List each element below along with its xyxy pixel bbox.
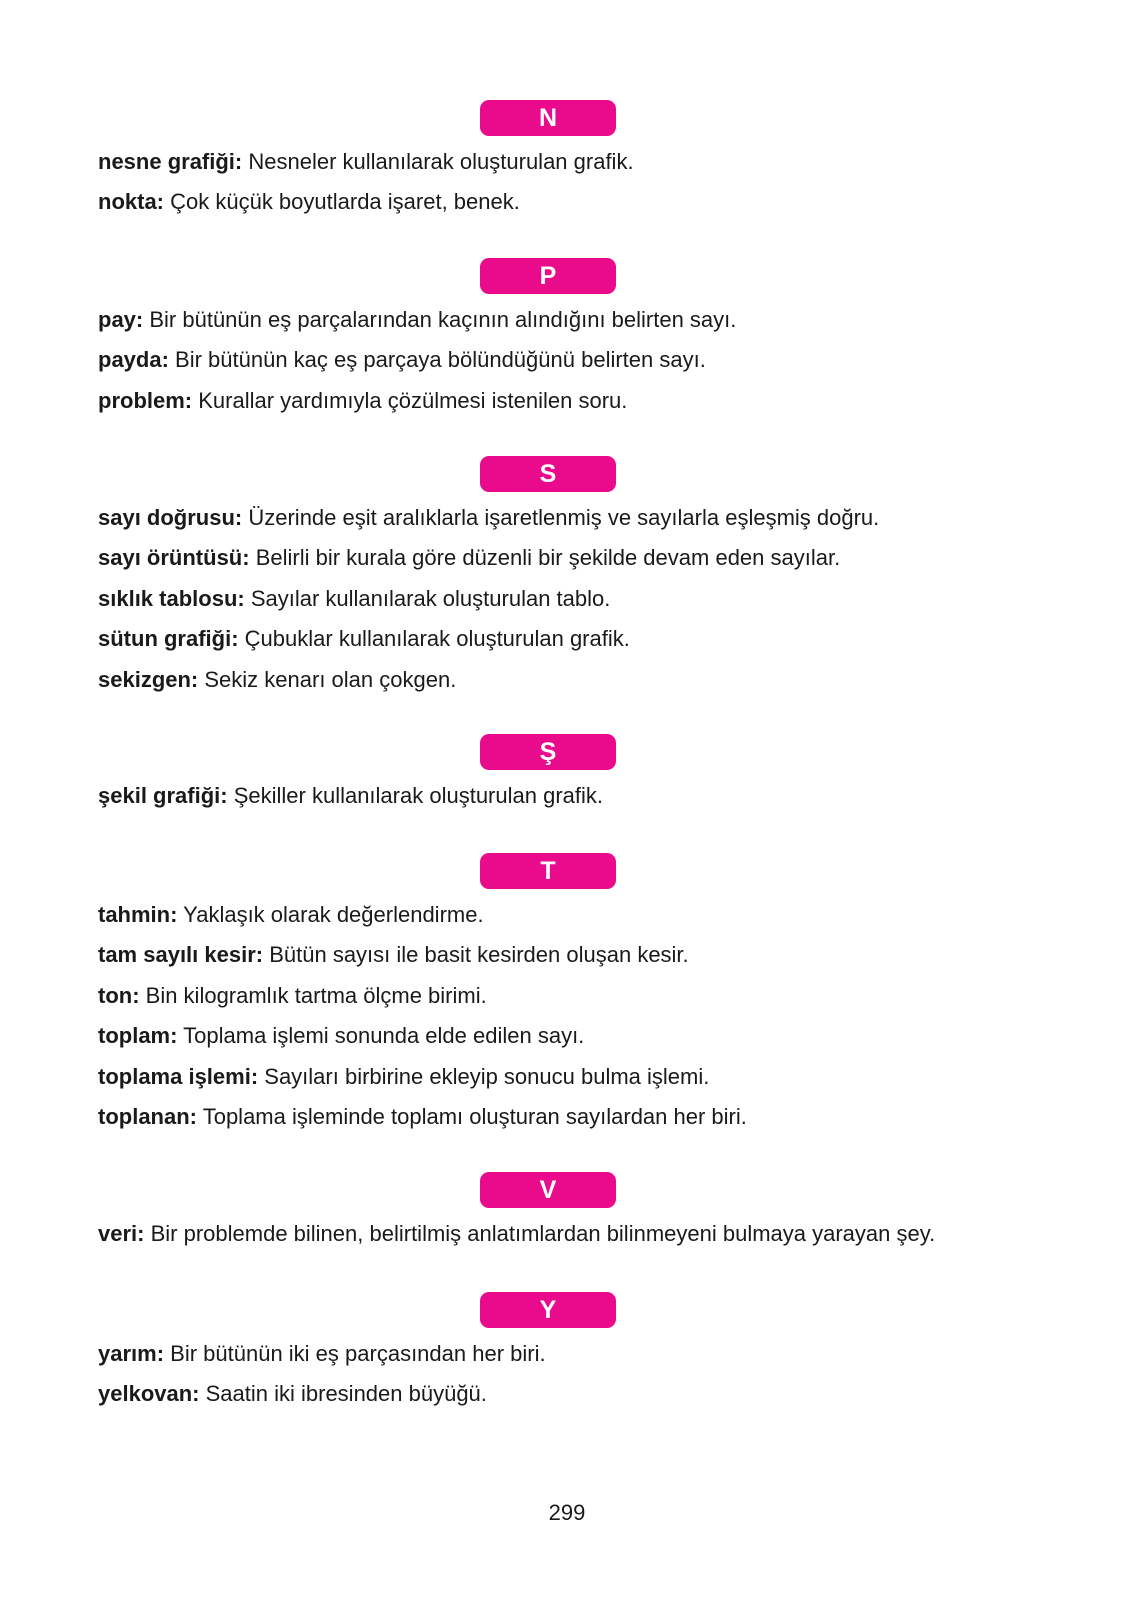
definition: Bir bütünün iki eş parçasından her biri.	[164, 1341, 546, 1366]
term: sıklık tablosu:	[98, 585, 245, 611]
definition: Sekiz kenarı olan çokgen.	[198, 666, 457, 692]
definition: Belirli bir kurala göre düzenli bir şekilde devam eden sayılar.	[249, 545, 841, 571]
glossary-entry	[98, 340, 1058, 380]
definition: Bin kilogramlık tartma ölçme birimi.	[139, 982, 487, 1008]
entries-s	[98, 498, 1058, 700]
glossary-entry	[98, 1097, 1058, 1137]
term: problem:	[98, 387, 193, 413]
term: toplam:	[98, 1023, 178, 1049]
term: yarım:	[98, 1341, 165, 1366]
glossary-entry	[98, 498, 1058, 538]
definition: Sayılar kullanılarak oluşturulan tablo.	[244, 585, 611, 611]
definition: Yaklaşık olarak değerlendirme.	[177, 902, 484, 927]
definition: Bir bütünün kaç eş parçaya bölündüğünü belirten sayı.	[168, 347, 706, 373]
definition: Bir bütünün eş parçalarından kaçının alındığını belirten sayı.	[143, 307, 737, 332]
definition: Bütün sayısı ile basit kesirden oluşan kesir.	[263, 942, 689, 968]
letter-badge-s: S	[480, 456, 616, 492]
glossary-entry	[98, 776, 1058, 816]
definition: Çubuklar kullanılarak oluşturulan grafik.	[238, 626, 630, 652]
term: payda:	[98, 347, 169, 373]
glossary-entry	[98, 182, 1058, 222]
definition: Toplama işlemi sonunda elde edilen sayı.	[177, 1023, 585, 1049]
glossary-entry	[98, 142, 1058, 182]
entries-p	[98, 300, 1058, 421]
letter-badge-v: V	[480, 1172, 616, 1208]
term: nokta:	[98, 189, 164, 215]
definition: Bir problemde bilinen, belirtilmiş anlatımlardan bilinmeyeni bulmaya yarayan şey.	[144, 1221, 936, 1246]
page-number: 299	[548, 1500, 586, 1525]
glossary-entry	[98, 935, 1058, 975]
definition: Saatin iki ibresinden büyüğü.	[199, 1381, 487, 1407]
term: pay:	[98, 307, 144, 332]
glossary-entry	[98, 381, 1058, 421]
definition: Toplama işleminde toplamı oluşturan sayılardan her biri.	[197, 1103, 747, 1129]
term: sayı örüntüsü:	[98, 545, 250, 571]
definition: Şekiller kullanılarak oluşturulan grafik.	[227, 783, 603, 808]
letter-badge-p: P	[480, 258, 616, 294]
letter-badge-y: Y	[480, 1292, 616, 1328]
definition: Çok küçük boyutlarda işaret, benek.	[164, 189, 520, 215]
entries-y	[98, 1334, 1058, 1415]
letter-badge-t: T	[480, 853, 616, 889]
term: şekil grafiği:	[98, 783, 228, 808]
glossary-entry	[98, 1057, 1058, 1097]
glossary-entry	[98, 1374, 1058, 1414]
glossary-entry	[98, 538, 1058, 578]
entries-sh	[98, 776, 1058, 816]
term: ton:	[98, 982, 140, 1008]
term: veri:	[98, 1221, 145, 1246]
term: sayı doğrusu:	[98, 505, 243, 530]
definition: Üzerinde eşit aralıklarla işaretlenmiş ve sayılarla eşleşmiş doğru.	[242, 505, 880, 530]
definition: Sayıları birbirine ekleyip sonucu bulma işlemi.	[258, 1063, 710, 1089]
letter-badge-sh: Ş	[480, 734, 616, 770]
letter-badge-n: N	[480, 100, 616, 136]
glossary-entry	[98, 660, 1058, 700]
term: tam sayılı kesir:	[98, 942, 264, 968]
glossary-entry	[98, 895, 1058, 935]
entries-v	[98, 1214, 1058, 1254]
term: yelkovan:	[98, 1381, 200, 1407]
term: toplama işlemi:	[98, 1063, 259, 1089]
glossary-entry	[98, 1214, 1058, 1254]
glossary-entry	[98, 976, 1058, 1016]
glossary-entry	[98, 1016, 1058, 1056]
glossary-entry	[98, 619, 1058, 659]
glossary-entry	[98, 1334, 1058, 1374]
glossary-entry	[98, 579, 1058, 619]
term: nesne grafiği:	[98, 149, 243, 174]
term: tahmin:	[98, 902, 178, 927]
glossary-entry	[98, 300, 1058, 340]
term: toplanan:	[98, 1103, 197, 1129]
entries-t	[98, 895, 1058, 1137]
definition: Nesneler kullanılarak oluşturulan grafik.	[242, 149, 634, 174]
entries-n	[98, 142, 1058, 223]
term: sekizgen:	[98, 666, 199, 692]
term: sütun grafiği:	[98, 626, 239, 652]
definition: Kurallar yardımıyla çözülmesi istenilen soru.	[192, 387, 628, 413]
